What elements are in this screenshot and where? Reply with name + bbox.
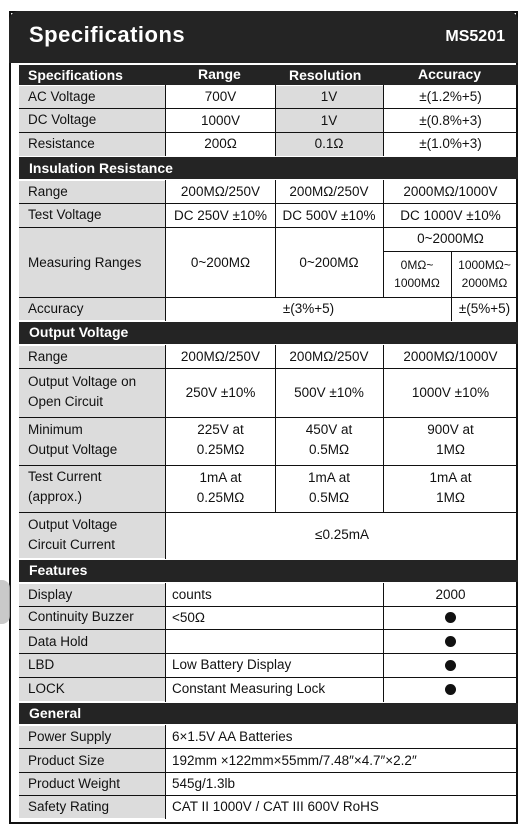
measuring-subrange-b: 1000MΩ~ — [458, 258, 511, 272]
spec-row-label: Resistance — [28, 136, 95, 151]
minimum-output-value: 900V at — [427, 422, 474, 437]
grid-line — [165, 345, 166, 559]
grid-line — [165, 180, 166, 321]
grid-line — [275, 180, 276, 297]
feature-label: LOCK — [28, 681, 65, 696]
test-current-label: Test Current — [28, 469, 102, 484]
feature-supported-dot — [445, 612, 456, 623]
insulation-accuracy-value: ±(5%+5) — [458, 301, 511, 316]
test-current-value: 1mA at — [429, 470, 472, 485]
circuit-current-label: Output Voltage — [28, 517, 118, 532]
test-voltage-value: DC 500V ±10% — [282, 208, 376, 223]
grid-line — [19, 629, 518, 630]
open-circuit-value: 1000V ±10% — [411, 385, 490, 400]
grid-line — [19, 465, 518, 466]
grid-line — [165, 85, 166, 156]
spec-row-range: 1000V — [200, 113, 241, 128]
grid-line — [165, 583, 166, 702]
grid-line — [19, 203, 518, 204]
general-section-title: General — [29, 705, 82, 721]
model-number: MS5201 — [445, 28, 505, 45]
feature-description: Constant Measuring Lock — [172, 681, 326, 696]
output-section-title: Output Voltage — [29, 324, 129, 340]
spec-row-resolution: 0.1Ω — [314, 136, 344, 151]
grid-line — [19, 748, 518, 749]
test-current-value: 1MΩ — [436, 490, 465, 505]
insulation-range-value: 2000MΩ/1000V — [403, 184, 498, 199]
features-section-title: Features — [29, 562, 88, 578]
output-range-value: 200MΩ/250V — [180, 349, 261, 364]
test-voltage-label: Test Voltage — [28, 207, 102, 222]
column-header-accuracy: Accuracy — [418, 66, 482, 82]
feature-label: LBD — [28, 657, 55, 672]
feature-supported-dot — [445, 684, 456, 695]
circuit-current-value: ≤0.25mA — [315, 527, 369, 542]
general-label: Product Size — [28, 753, 105, 768]
measuring-range-value: 0~200MΩ — [299, 255, 359, 270]
open-circuit-value: 500V ±10% — [294, 385, 364, 400]
spec-row-label: AC Voltage — [28, 89, 96, 104]
spec-row-range: 200Ω — [204, 136, 237, 151]
grid-line — [19, 653, 518, 654]
test-voltage-value: DC 250V ±10% — [174, 208, 267, 223]
grid-line — [19, 108, 518, 109]
test-current-value: 1mA at — [199, 470, 242, 485]
insulation-range-label: Range — [28, 184, 68, 199]
grid-line — [19, 417, 518, 418]
feature-description: <50Ω — [172, 610, 205, 625]
measuring-subrange-b: 2000MΩ — [461, 276, 508, 290]
grid-line — [19, 677, 518, 678]
general-value: 192mm ×122mm×55mm/7.48″×4.7″×2.2″ — [172, 753, 417, 768]
spec-row-resolution: 1V — [320, 113, 338, 128]
spec-row-range: 700V — [204, 89, 237, 104]
measuring-subrange-a: 1000MΩ — [394, 276, 440, 290]
open-circuit-value: 250V ±10% — [185, 385, 256, 400]
measuring-range-value: 0~2000MΩ — [417, 231, 484, 246]
output-range-value: 2000MΩ/1000V — [403, 349, 498, 364]
minimum-output-label: Output Voltage — [28, 442, 118, 457]
general-value: 6×1.5V AA Batteries — [172, 729, 293, 744]
minimum-output-value: 1MΩ — [436, 442, 465, 457]
grid-line — [19, 795, 518, 796]
feature-label: Display — [28, 587, 73, 602]
grid-line — [165, 725, 166, 819]
minimum-output-value: 450V at — [305, 422, 353, 437]
column-header-resolution: Resolution — [289, 67, 362, 83]
general-value: 545g/1.3lb — [172, 776, 236, 791]
grid-line — [19, 132, 518, 133]
spec-row-accuracy: ±(0.8%+3) — [419, 113, 482, 128]
feature-label: Data Hold — [28, 634, 89, 649]
spec-row-label: DC Voltage — [28, 112, 97, 127]
open-circuit-label: Open Circuit — [28, 394, 104, 409]
grid-line — [275, 345, 276, 512]
grid-line — [19, 772, 518, 773]
minimum-output-label: Minimum — [28, 422, 83, 437]
measuring-subrange-a: 0MΩ~ — [400, 258, 434, 272]
feature-value: 2000 — [435, 587, 466, 602]
open-circuit-label: Output Voltage on — [28, 374, 137, 389]
test-current-value: 0.25MΩ — [196, 490, 245, 505]
feature-supported-dot — [445, 660, 456, 671]
output-range-value: 200MΩ/250V — [289, 349, 369, 364]
grid-line — [19, 606, 518, 607]
spec-row-accuracy: ±(1.0%+3) — [419, 136, 482, 151]
insulation-section-title: Insulation Resistance — [29, 160, 173, 176]
output-range-label: Range — [28, 349, 68, 364]
spec-row-resolution: 1V — [320, 89, 338, 104]
grid-line — [19, 227, 518, 228]
minimum-output-value: 0.5MΩ — [308, 442, 350, 457]
minimum-output-value: 225V at — [197, 422, 244, 437]
feature-description: Low Battery Display — [172, 657, 292, 672]
insulation-range-value: 200MΩ/250V — [180, 184, 261, 199]
grid-line — [275, 85, 276, 156]
grid-line — [19, 297, 518, 298]
page-title: Specifications — [29, 22, 186, 47]
features-section-header — [19, 560, 518, 582]
circuit-current-label: Circuit Current — [28, 537, 116, 552]
general-label: Safety Rating — [28, 799, 110, 814]
grid-line — [383, 583, 384, 702]
general-label: Power Supply — [28, 729, 112, 744]
test-current-value: 1mA at — [307, 470, 351, 485]
general-value: CAT II 1000V / CAT III 600V RoHS — [172, 799, 379, 814]
feature-description: counts — [172, 587, 212, 602]
test-current-label: (approx.) — [28, 489, 83, 504]
grid-line — [383, 85, 384, 156]
column-header-range: Range — [198, 66, 241, 82]
test-voltage-value: DC 1000V ±10% — [400, 208, 501, 223]
grid-line — [383, 345, 384, 512]
grid-line — [451, 251, 452, 321]
general-section-header — [19, 703, 518, 724]
column-header-specifications: Specifications — [28, 67, 123, 83]
measuring-range-value: 0~200MΩ — [190, 255, 251, 270]
side-bracket-decoration — [0, 580, 10, 624]
insulation-accuracy-label: Accuracy — [28, 301, 84, 316]
test-current-value: 0.5MΩ — [308, 490, 350, 505]
minimum-output-value: 0.25MΩ — [196, 442, 245, 457]
insulation-accuracy-value: ±(3%+5) — [282, 301, 335, 316]
spec-row-accuracy: ±(1.2%+5) — [419, 89, 482, 104]
measuring-ranges-label: Measuring Ranges — [28, 255, 142, 270]
feature-label: Continuity Buzzer — [28, 609, 134, 624]
grid-line — [19, 368, 518, 369]
grid-line — [19, 512, 518, 513]
insulation-range-value: 200MΩ/250V — [289, 184, 369, 199]
grid-line — [383, 180, 384, 297]
general-label: Product Weight — [28, 776, 121, 791]
feature-supported-dot — [445, 636, 456, 647]
